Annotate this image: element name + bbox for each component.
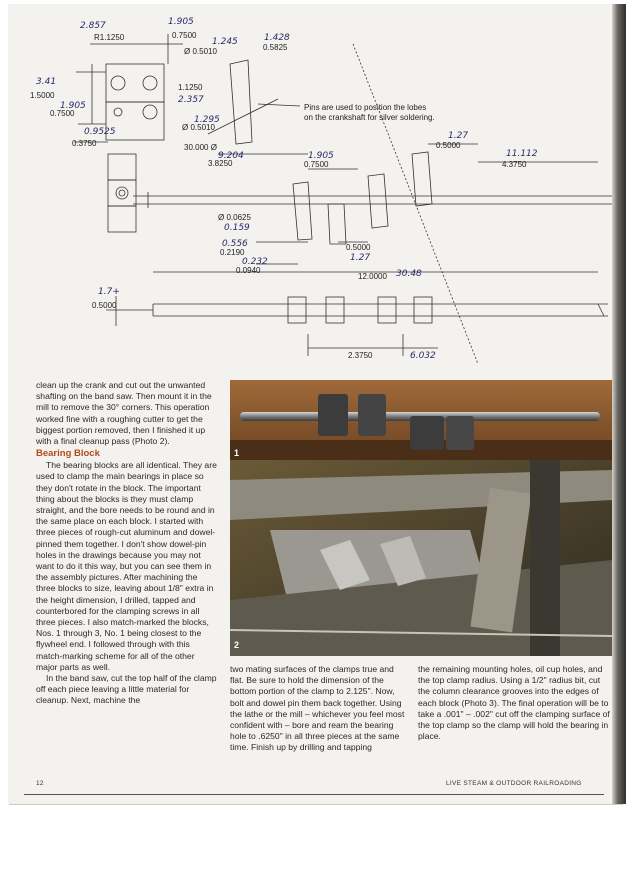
right-paragraph: the remaining mounting holes, oil cup holes, and the top clamp radius. Using a 1/2" radius bit, cut the column clearance grooves into the edges of each block (Photo 3). The final operation will be to take a .001" – .002" cut off the clamping surface of the top clamp so the clamp will hold the bearing in place. [418,664,610,742]
dim-0750-left: 0.7500 [50,109,75,118]
hw-127-a: 1.27 [448,131,469,141]
drawing-svg [8,4,622,374]
dim-05825: 0.5825 [263,43,288,52]
hw-6032: 6.032 [410,351,436,361]
left-paragraph-2: The bearing blocks are all identical. They are used to clamp the main bearings in place so they don't rotate in the block. The important thing about the blocks is they must clamp straight, and the bore needs to be round and in the same place on each block. I started with three pieces of rough-cut aluminum and dowel-pinned them together. I don't show dowel-pin holes in the drawings because you may not want to do it this way, but you can see them in the assembly pictures. After machining the three blocks to size, leaving about 1/8" extra in the height dimension, I drilled, tapped and counterbored for the clamping screws in all three pieces. I also match-marked the blocks, Nos. 1 through 3, No. 1 being closest to the flywheel end. I followed through with this match-marking scheme for all of the other major parts as well. [36,460,217,672]
dim-05000-b: 0.5000 [346,243,371,252]
pins-note-line1: Pins are used to position the lobes [304,103,427,112]
dim-0750-mid: 0.7500 [304,160,329,169]
dim-43750: 4.3750 [502,160,527,169]
dim-00625: Ø 0.0625 [218,213,251,222]
hw-09525: 0.9525 [84,127,116,137]
dim-05000-a: 0.5000 [436,141,461,150]
hw-1295: 1.295 [194,115,220,125]
dim-05000-c: 0.5000 [92,301,117,310]
hw-1905-top: 1.905 [168,17,194,27]
hw-1905-mid: 1.905 [308,151,334,161]
hw-1428: 1.428 [264,33,290,43]
bearing-block-heading: Bearing Block [36,448,100,460]
hw-1245: 1.245 [212,37,238,47]
hw-3048: 30.48 [396,269,422,279]
photo-2-number: 2 [234,640,240,650]
left-paragraph-3: In the band saw, cut the top half of the clamp off each piece leaving a little material for cleanup. Next, machine the [36,673,217,706]
middle-paragraph: two mating surfaces of the clamps true and flat. Be sure to hold the dimension of the bottom portion of the clamp to 2.125". Now, bolt and dowel pin them back together. Using the lathe or the mill – whichever you feel most confident with – bore and ream the bearing hole to .6250" in all three pieces at the same time. Finish up by drilling and tapping [230,664,405,753]
dim-00940: 0.0940 [236,266,261,275]
hw-9204: 9.204 [218,151,244,161]
dim-38250: 3.8250 [208,159,233,168]
dim-03750: 0.3750 [72,139,97,148]
right-text-column [418,664,610,742]
left-text-column [36,380,218,707]
photo-1-crankshaft [230,380,612,460]
photo-1-number: 1 [234,448,240,458]
hw-2357: 2.357 [178,95,204,105]
dim-23750: 2.3750 [348,351,373,360]
hw-0232: 0.232 [242,257,268,267]
hw-127-b: 1.27 [350,253,371,263]
magazine-page [8,4,622,804]
magazine-title: LIVE STEAM & OUTDOOR RAILROADING [446,780,582,787]
hw-17: 1.7+ [98,287,120,297]
dim-120000: 12.0000 [358,272,387,281]
hw-2857: 2.857 [80,21,106,31]
bottom-rule [24,794,604,795]
dim-30000: 30.000 Ø [184,143,217,152]
hw-1905-left: 1.905 [60,101,86,111]
photo-2-image [230,460,612,656]
page-spine-shadow [612,4,626,804]
hw-341: 3.41 [36,77,57,87]
hw-0159: 0.159 [224,223,250,233]
crankshaft-drawing [8,4,622,374]
hw-11112: 11.112 [506,149,538,159]
page-number: 12 [36,780,44,787]
pins-note-line2: on the crankshaft for silver soldering. [304,113,435,122]
dim-05010-a: Ø 0.5010 [184,47,217,56]
photo-1-image [230,380,612,460]
dim-11250: 1.1250 [178,83,203,92]
dim-15000: 1.5000 [30,91,55,100]
dim-05010-b: Ø 0.5010 [182,123,215,132]
dim-0750-top: 0.7500 [172,31,197,40]
middle-text-column [230,664,408,754]
dim-r1125: R1.1250 [94,33,125,42]
dim-02190: 0.2190 [220,248,245,257]
hw-0556: 0.556 [222,239,248,249]
photo-2-milling [230,460,612,656]
left-paragraph-1: clean up the crank and cut out the unwanted shafting on the band saw. Then mount it in the mill to remove the 30° corners. This operation worked fine with a roughing cutter to get the biggest portion removed, then I finished it up with a final cleanup pass (Photo 2). [36,380,212,447]
